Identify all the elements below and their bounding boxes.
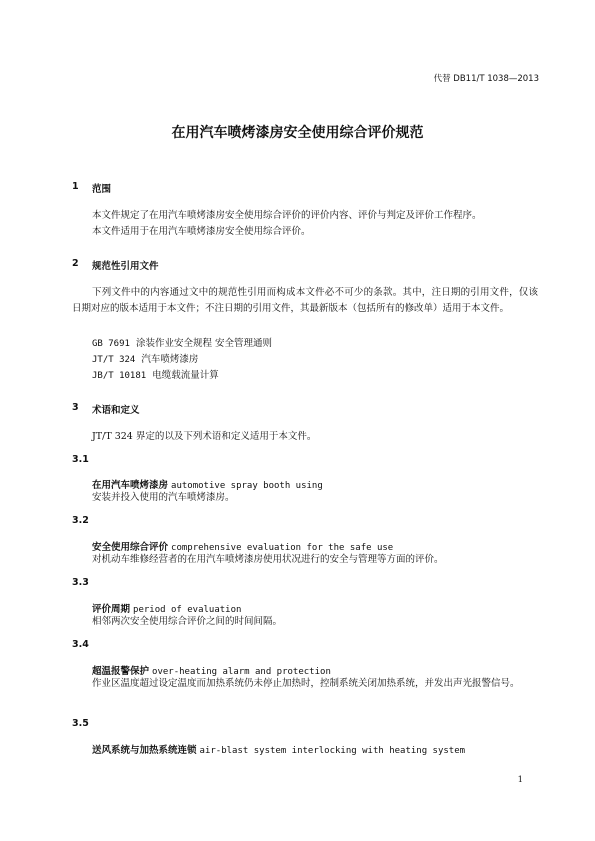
reference-item — [92, 367, 219, 381]
reference-name: 电缆载流量计算 — [152, 370, 219, 381]
reference-code: GB 7691 — [92, 339, 130, 349]
term-english: air-blast system interlocking with heating system — [199, 746, 466, 756]
reference-item — [92, 351, 198, 365]
section-3-title: 术语和定义 — [92, 405, 140, 416]
term-number: 3.3 — [72, 577, 89, 588]
term-chinese: 在用汽车喷烤漆房 — [92, 480, 169, 491]
term-definition: 相邻两次安全使用综合评价之间的时间间隔。 — [92, 616, 283, 627]
section-1-title: 范围 — [92, 184, 112, 195]
term-definition: 作业区温度超过设定温度而加热系统仍未停止加热时，控制系统关闭加热系统，并发出声光报警信号。 — [92, 678, 520, 689]
section-3-number: 3 — [72, 402, 79, 413]
section-1-paragraph-2: 本文件适用于在用汽车喷烤漆房安全使用综合评价。 — [92, 226, 311, 237]
term-number: 3.2 — [72, 515, 89, 526]
term-heading — [92, 477, 323, 491]
section-1-number: 1 — [72, 181, 79, 192]
section-1-paragraph-1: 本文件规定了在用汽车喷烤漆房安全使用综合评价的评价内容、评价与判定及评价工作程序。 — [92, 210, 482, 221]
term-number: 3.5 — [72, 718, 89, 729]
term-definition: 对机动车维修经营者的在用汽车喷烤漆房使用状况进行的安全与管理等方面的评价。 — [92, 554, 444, 565]
term-chinese: 送风系统与加热系统连锁 — [92, 745, 197, 756]
document-title: 在用汽车喷烤漆房安全使用综合评价规范 — [171, 125, 424, 141]
term-heading — [92, 742, 465, 756]
section-2-intro: 下列文件中的内容通过文中的规范性引用而构成本文件必不可少的条款。其中，注日期的引用文件，仅该日期对应的版本适用于本文件；不注日期的引用文件，其最新版本（包括所有的修改单）适用于本文件。 — [72, 287, 538, 314]
reference-code: JB/T 10181 — [92, 371, 147, 381]
term-heading — [92, 601, 241, 615]
page-number: 1 — [517, 775, 523, 785]
reference-code: JT/T 324 — [92, 355, 136, 365]
reference-name: 汽车喷烤漆房 — [141, 354, 199, 365]
term-english: period of evaluation — [133, 605, 242, 615]
term-number: 3.1 — [72, 454, 89, 465]
term-chinese: 评价周期 — [92, 604, 131, 615]
section-3-intro: JT/T 324 界定的以及下列术语和定义适用于本文件。 — [92, 431, 317, 442]
reference-item — [92, 335, 272, 349]
term-number: 3.4 — [72, 639, 89, 650]
term-heading — [92, 539, 393, 553]
term-english: over-heating alarm and protection — [152, 667, 331, 677]
replaces-standard: 代替 DB11/T 1038—2013 — [433, 74, 539, 84]
term-heading — [92, 663, 331, 677]
reference-name: 涂装作业安全规程 安全管理通则 — [135, 338, 273, 349]
term-chinese: 超温报警保护 — [92, 666, 150, 677]
term-english: automotive spray booth using — [171, 481, 323, 491]
term-english: comprehensive evaluation for the safe use — [171, 543, 394, 553]
section-2-title: 规范性引用文件 — [92, 261, 159, 272]
section-2-number: 2 — [72, 258, 79, 269]
term-chinese: 安全使用综合评价 — [92, 542, 169, 553]
term-definition: 安装并投入使用的汽车喷烤漆房。 — [92, 492, 235, 503]
